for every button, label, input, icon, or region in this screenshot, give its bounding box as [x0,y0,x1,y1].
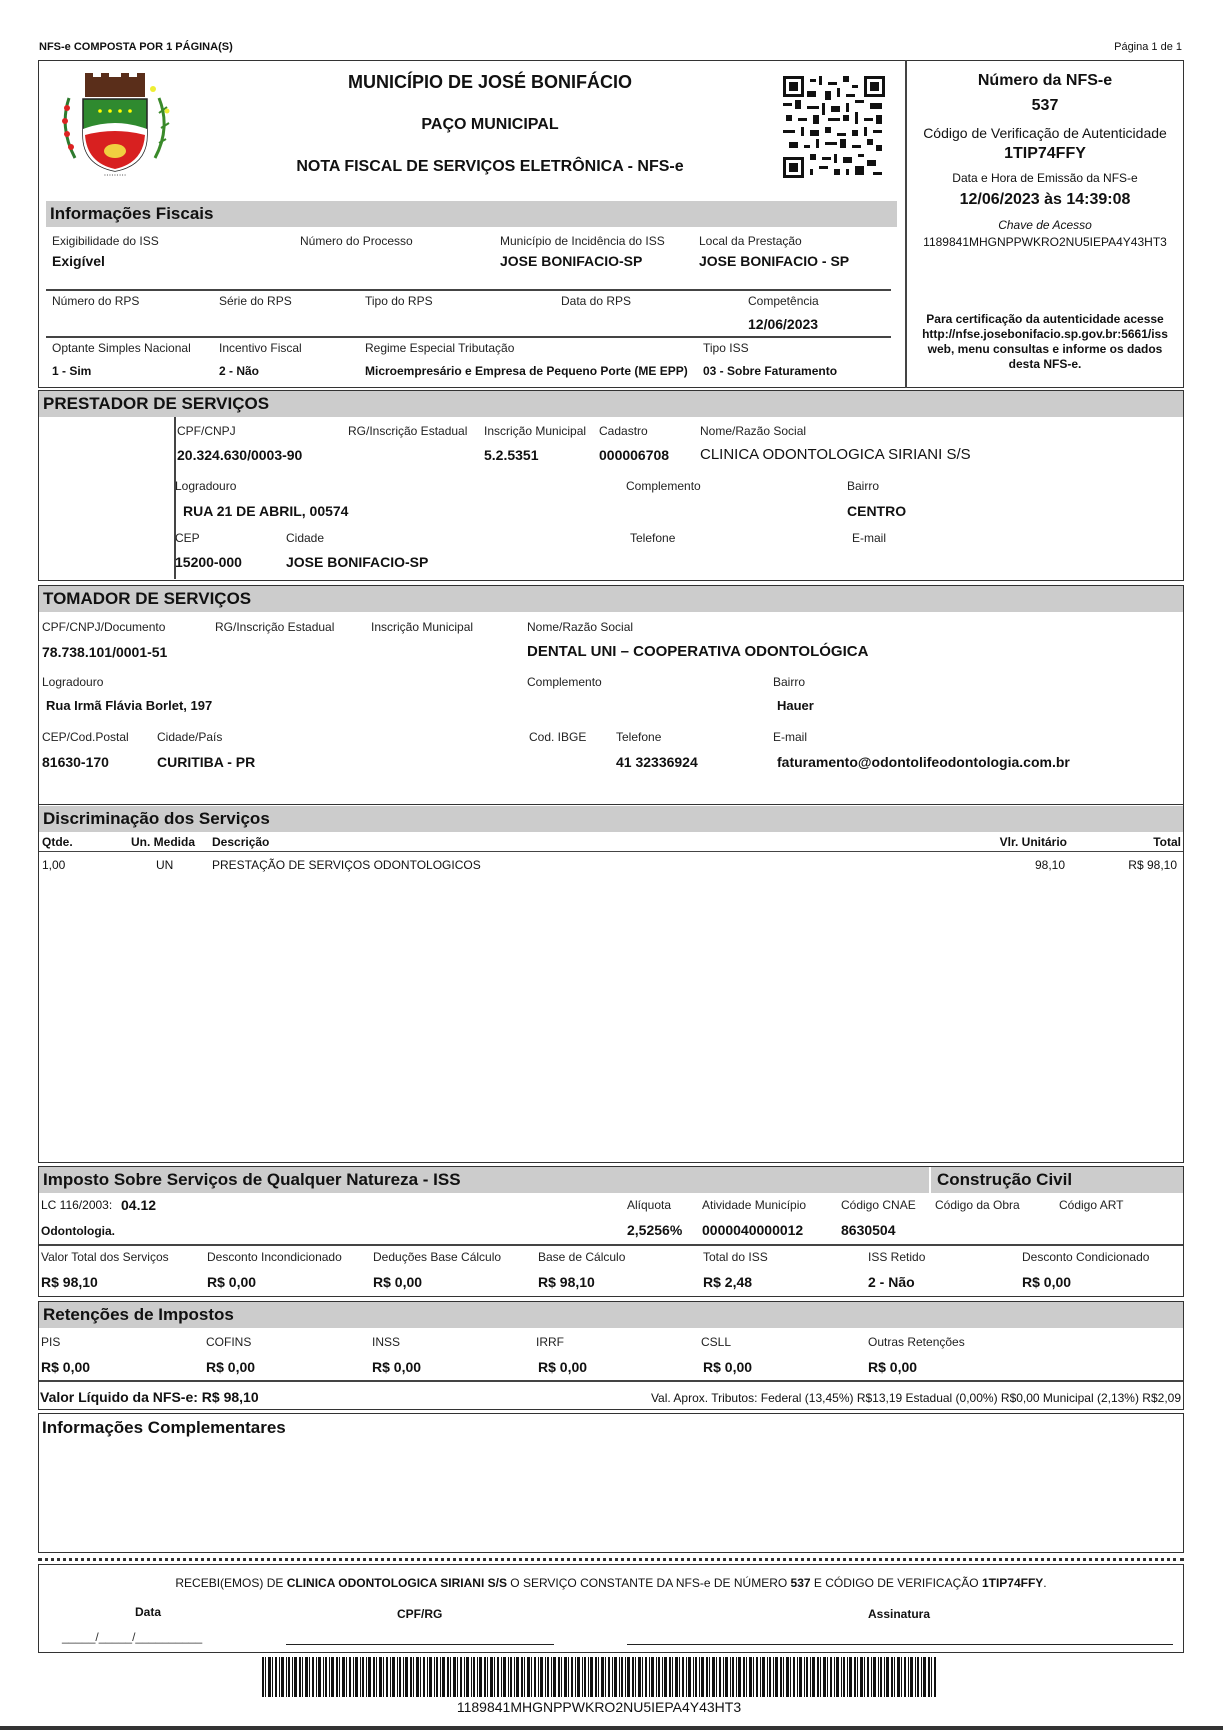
prestador-cidade: JOSE BONIFACIO-SP [286,554,429,570]
page-composition-note: NFS-e COMPOSTA POR 1 PÁGINA(S) [39,41,233,53]
cut-line [38,1558,1184,1561]
field-label: Desconto Incondicionado [207,1250,342,1264]
column-header-qtde: Qtde. [42,835,73,849]
local-prestacao-value: JOSE BONIFACIO - SP [699,253,850,269]
field-label: Número do RPS [52,294,140,308]
fiscal-info-heading: Informações Fiscais [46,201,897,227]
tomador-nome: DENTAL UNI – COOPERATIVA ODONTOLÓGICA [527,643,869,660]
prestador-bairro: CENTRO [847,503,907,519]
field-label: Telefone [630,531,676,545]
receipt-statement [38,1576,1184,1590]
page-bottom-edge [0,1726,1223,1730]
lc-code: 04.12 [121,1197,157,1213]
field-label: COFINS [206,1335,252,1349]
field-label: Código da Obra [935,1198,1020,1212]
field-label: Valor Total dos Serviços [41,1250,169,1264]
servicos-heading: Discriminação dos Serviços [39,806,1183,832]
prestador-cep: 15200-000 [175,554,242,570]
access-key: 1189841MHGNPPWKRO2NU5IEPA4Y43HT3 [923,235,1167,249]
cpf-rg-field[interactable] [286,1644,554,1645]
desconto-condicionado: R$ 0,00 [1022,1274,1072,1290]
tributos-aproximados: Val. Aprox. Tributos: Federal (13,45%) R$13,19 Estadual (0,00%) R$0,00 Municipal (2,13%) R$2,09 [650,1391,1181,1405]
field-label: Nome/Razão Social [700,424,807,438]
item-descricao: PRESTAÇÃO DE SERVIÇOS ODONTOLOGICOS [212,858,481,872]
field-label: Cidade [286,531,325,545]
cpf-rg-label: CPF/RG [397,1607,443,1621]
exigibilidade-value: Exigível [52,253,105,269]
tomador-cnpj: 78.738.101/0001-51 [42,644,168,660]
field-label: E-mail [773,730,808,744]
authenticity-instructions [906,312,1184,372]
divider [39,1244,1183,1246]
field-label: Competência [748,294,819,308]
field-label: Inscrição Municipal [371,620,474,634]
table-row [42,858,1182,874]
field-label: Tipo ISS [703,341,749,355]
tomador-cep: 81630-170 [42,754,109,770]
municipio-incidencia-value: JOSE BONIFACIO-SP [500,253,643,269]
barcode-text: 1189841MHGNPPWKRO2NU5IEPA4Y43HT3 [456,1699,742,1715]
field-label: Regime Especial Tributação [365,341,515,355]
receipt-number: 537 [790,1576,811,1590]
field-label: Número do Processo [300,234,413,248]
divider [39,1380,1183,1382]
field-label: Tipo do RPS [365,294,433,308]
data-field[interactable]: _____/_____/__________ [62,1630,203,1644]
receipt-text: RECEBI(EMOS) DE [175,1576,287,1590]
atividade-value: 0000040000012 [702,1222,804,1238]
field-label: ISS Retido [868,1250,926,1264]
field-label: RG/Inscrição Estadual [215,620,335,634]
valor-liquido: Valor Líquido da NFS-e: R$ 98,10 [40,1389,259,1405]
verification-code: 1TIP74FFY [1004,145,1086,162]
divider [46,336,891,338]
field-label: CSLL [701,1335,732,1349]
municipal-subtitle: PAÇO MUNICIPAL [421,116,559,133]
cnae-value: 8630504 [841,1222,896,1238]
aliquota-value: 2,5256% [627,1222,683,1238]
desconto-incondicionado: R$ 0,00 [207,1274,257,1290]
valor-total-servicos: R$ 98,10 [41,1274,98,1290]
data-label: Data [135,1605,162,1619]
field-label: Logradouro [175,479,237,493]
tomador-email[interactable]: faturamento@odontolifeodontologia.com.br [777,754,1070,770]
field-label: CPF/CNPJ [177,424,236,438]
tomador-logradouro: Rua Irmã Flávia Borlet, 197 [46,698,213,713]
field-label: PIS [41,1335,61,1349]
cert-line: web, menu consultas e informe os dados [927,342,1163,356]
field-label: Outras Retenções [868,1335,965,1349]
column-header-unitario: Vlr. Unitário [999,835,1067,849]
field-label: Total do ISS [703,1250,768,1264]
cert-line: desta NFS-e. [1008,357,1082,371]
access-key-label: Chave de Acesso [998,218,1092,232]
assinatura-field[interactable] [627,1644,1173,1645]
retencoes-heading: Retenções de Impostos [39,1302,1183,1328]
qr-code-icon [783,76,885,178]
competencia-value: 12/06/2023 [748,316,819,332]
tomador-section [38,585,1184,805]
cert-url-link[interactable]: http://nfse.josebonifacio.sp.gov.br:5661/iss [922,327,1168,341]
field-label: CEP/Cod.Postal [42,730,129,744]
prestador-heading: PRESTADOR DE SERVIÇOS [39,391,1183,417]
field-label: Cidade/País [157,730,223,744]
emission-datetime: 12/06/2023 às 14:39:08 [959,191,1131,208]
receipt-text: E CÓDIGO DE VERIFICAÇÃO [810,1576,982,1590]
prestador-logradouro: RUA 21 DE ABRIL, 00574 [183,503,349,519]
field-label: INSS [372,1335,401,1349]
total-iss: R$ 2,48 [703,1274,753,1290]
cert-line: Para certificação da autenticidade acesse [926,312,1164,326]
field-label: Inscrição Municipal [484,424,587,438]
construcao-civil-heading: Construção Civil [931,1167,1183,1193]
deducoes-base-calculo: R$ 0,00 [373,1274,423,1290]
cofins-value: R$ 0,00 [206,1359,256,1375]
prestador-cnpj: 20.324.630/0003-90 [177,447,303,463]
field-label: Cadastro [599,424,648,438]
nfse-number-label: Número da NFS-e [977,72,1113,89]
field-label: Incentivo Fiscal [219,341,302,355]
field-label: Nome/Razão Social [527,620,634,634]
field-label: Município de Incidência do ISS [500,234,665,248]
field-label: Base de Cálculo [538,1250,626,1264]
regime-especial-value: Microempresário e Empresa de Pequeno Porte (ME EPP) [365,364,688,378]
field-label: Série do RPS [219,294,292,308]
prestador-nome: CLINICA ODONTOLOGICA SIRIANI S/S [700,446,971,463]
field-label: Atividade Município [702,1198,807,1212]
base-calculo: R$ 98,10 [538,1274,595,1290]
column-header-total: Total [1153,835,1181,849]
irrf-value: R$ 0,00 [538,1359,588,1375]
field-label: RG/Inscrição Estadual [348,424,468,438]
assinatura-label: Assinatura [868,1607,931,1621]
prestador-cadastro: 000006708 [599,447,670,463]
item-unidade: UN [156,858,174,872]
barcode-icon [262,1657,936,1697]
municipal-coat-of-arms-icon [55,73,175,178]
field-label: Código CNAE [841,1198,916,1212]
field-label: Complemento [626,479,701,493]
iss-retido: 2 - Não [868,1274,915,1290]
field-label: Bairro [773,675,806,689]
item-unitario: 98,10 [1034,858,1065,872]
field-label: Complemento [527,675,602,689]
receipt-text: O SERVIÇO CONSTANTE DA NFS-e DE NÚMERO [506,1576,791,1590]
receipt-text: . [1043,1576,1047,1590]
tomador-cidade: CURITIBA - PR [157,754,256,770]
page-number: Página 1 de 1 [1114,41,1182,53]
field-label: Desconto Condicionado [1022,1250,1150,1264]
complementares-text [42,1446,1178,1546]
field-label: Telefone [616,730,662,744]
simples-nacional-value: 1 - Sim [52,364,92,378]
field-label: Logradouro [42,675,104,689]
field-label: CEP [175,531,200,545]
column-header-descricao: Descrição [212,835,270,849]
column-header-unidade: Un. Medida [131,835,196,849]
field-label: Código ART [1059,1198,1124,1212]
tipo-iss-value: 03 - Sobre Faturamento [703,364,838,378]
csll-value: R$ 0,00 [703,1359,753,1375]
lc-description: Odontologia. [41,1224,115,1238]
receipt-company: CLINICA ODONTOLOGICA SIRIANI S/S [286,1576,507,1590]
inss-value: R$ 0,00 [372,1359,422,1375]
incentivo-fiscal-value: 2 - Não [219,364,260,378]
divider [46,289,891,291]
lc-label: LC 116/2003: [41,1198,113,1212]
iss-heading: Imposto Sobre Serviços de Qualquer Natureza - ISS [39,1167,929,1193]
field-label: IRRF [536,1335,564,1349]
field-label: Data do RPS [561,294,632,308]
tomador-heading: TOMADOR DE SERVIÇOS [39,586,1183,612]
prestador-inscricao-municipal: 5.2.5351 [484,447,539,463]
tomador-bairro: Hauer [777,698,814,713]
item-qtde: 1,00 [42,858,66,872]
field-label: Bairro [847,479,880,493]
nfse-number: 537 [1031,97,1059,114]
document-title: NOTA FISCAL DE SERVIÇOS ELETRÔNICA - NFS-e [296,158,684,175]
field-label: Exigibilidade do ISS [52,234,159,248]
emission-label: Data e Hora de Emissão da NFS-e [952,171,1138,185]
svg-text:• • • • • • • • •: • • • • • • • • • [104,172,126,177]
outras-retencoes-value: R$ 0,00 [868,1359,918,1375]
field-label: CPF/CNPJ/Documento [42,620,166,634]
field-label: Deduções Base Cálculo [373,1250,502,1264]
field-label: E-mail [852,531,887,545]
receipt-code: 1TIP74FFY [981,1576,1044,1590]
divider [39,851,1183,852]
field-label: Local da Prestação [699,234,802,248]
field-label: Alíquota [627,1198,672,1212]
complementares-heading: Informações Complementares [42,1418,286,1437]
item-total: R$ 98,10 [1128,858,1177,872]
verification-code-label: Código de Verificação de Autenticidade [923,125,1167,141]
municipality-name: MUNICÍPIO DE JOSÉ BONIFÁCIO [347,72,633,92]
field-label: Optante Simples Nacional [52,341,191,355]
field-label: Cod. IBGE [529,730,587,744]
tomador-telefone: 41 32336924 [616,754,698,770]
pis-value: R$ 0,00 [41,1359,91,1375]
